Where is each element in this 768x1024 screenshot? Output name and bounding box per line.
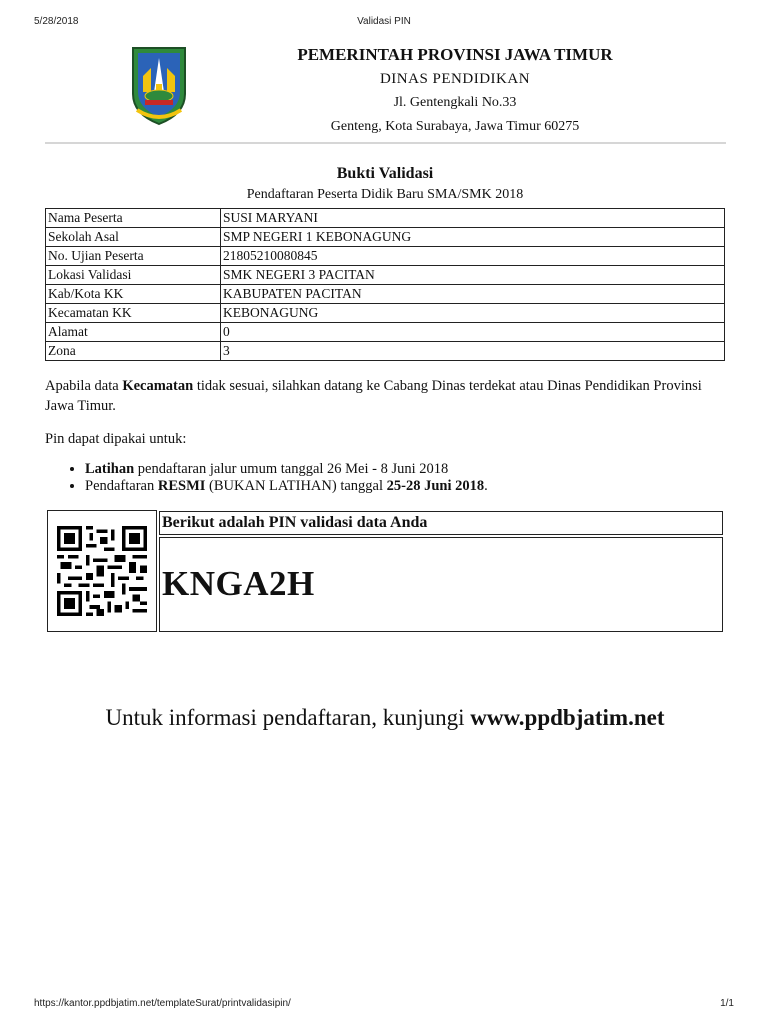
document-subtitle: Pendaftaran Peserta Didik Baru SMA/SMK 2018 xyxy=(246,187,524,202)
usage-list xyxy=(45,461,745,495)
row-value: SMK NEGERI 3 PACITAN xyxy=(221,266,725,285)
table-row xyxy=(46,304,725,323)
pin-heading: Berikut adalah PIN validasi data Anda xyxy=(159,511,723,535)
notice-text-pre: Apabila data xyxy=(45,378,123,394)
info-text: Untuk informasi pendaftaran, kunjungi xyxy=(105,705,471,730)
pin-section xyxy=(47,510,723,633)
usage-item2-bold: RESMI xyxy=(157,478,206,494)
usage-item2-bold2: 25-28 Juni 2018 xyxy=(386,478,485,494)
table-row xyxy=(46,247,725,266)
east-java-emblem-icon xyxy=(129,44,189,126)
table-row xyxy=(46,323,725,342)
print-header xyxy=(34,16,734,30)
document-title: Bukti Validasi xyxy=(336,165,434,182)
row-value: SMP NEGERI 1 KEBONAGUNG xyxy=(221,228,725,247)
table-row xyxy=(46,228,725,247)
notice-text-post: tidak sesuai, silahkan datang ke Cabang Dinas terdekat atau Dinas Pendidikan Provinsi Jawa Timur. xyxy=(45,378,702,414)
letterhead-text xyxy=(255,40,655,138)
row-label: No. Ujian Peserta xyxy=(46,247,221,266)
pin-value: KNGA2H xyxy=(162,564,315,603)
row-label: Sekolah Asal xyxy=(46,228,221,247)
row-value: KABUPATEN PACITAN xyxy=(221,285,725,304)
table-row xyxy=(46,209,725,228)
row-label: Nama Peserta xyxy=(46,209,221,228)
row-value: 0 xyxy=(221,323,725,342)
list-item xyxy=(85,461,745,478)
pin-value-cell xyxy=(159,537,723,632)
info-line xyxy=(45,705,725,731)
row-label: Kab/Kota KK xyxy=(46,285,221,304)
header-divider xyxy=(45,142,726,144)
print-url: https://kantor.ppdbjatim.net/templateSurat/printvalidasipin/ xyxy=(34,998,291,1009)
info-site-link[interactable]: www.ppdbjatim.net xyxy=(470,705,665,730)
notice-paragraph xyxy=(45,376,705,416)
address-city: Genteng, Kota Surabaya, Jawa Timur 60275 xyxy=(330,119,580,134)
usage-item2-pre: Pendaftaran xyxy=(85,478,158,494)
print-title: Validasi PIN xyxy=(357,16,411,27)
row-value: SUSI MARYANI xyxy=(221,209,725,228)
print-date: 5/28/2018 xyxy=(34,16,79,27)
row-value: 21805210080845 xyxy=(221,247,725,266)
usage-item1-bold: Latihan xyxy=(85,461,135,477)
print-page-number: 1/1 xyxy=(720,998,734,1009)
row-label: Zona xyxy=(46,342,221,361)
row-label: Kecamatan KK xyxy=(46,304,221,323)
department-name: DINAS PENDIDIKAN xyxy=(379,71,531,87)
usage-item2-mid: (BUKAN LATIHAN) tanggal xyxy=(205,478,387,494)
qr-cell xyxy=(47,510,157,632)
list-item xyxy=(85,478,745,495)
usage-item2-end: . xyxy=(484,478,488,494)
row-label: Alamat xyxy=(46,323,221,342)
government-name: PEMERINTAH PROVINSI JAWA TIMUR xyxy=(297,45,613,64)
row-value: 3 xyxy=(221,342,725,361)
qr-code-icon xyxy=(57,526,147,616)
table-row xyxy=(46,342,725,361)
letterhead xyxy=(45,40,725,132)
table-row xyxy=(46,266,725,285)
usage-item1-text: pendaftaran jalur umum tanggal 26 Mei - 8 Juni 2018 xyxy=(134,461,449,477)
participant-info-table xyxy=(45,208,725,361)
address-street: Jl. Gentengkali No.33 xyxy=(393,95,517,110)
notice-text-bold: Kecamatan xyxy=(122,378,194,394)
table-row xyxy=(46,285,725,304)
row-value: KEBONAGUNG xyxy=(221,304,725,323)
print-footer xyxy=(34,998,734,1012)
row-label: Lokasi Validasi xyxy=(46,266,221,285)
usage-intro: Pin dapat dipakai untuk: xyxy=(45,431,187,447)
